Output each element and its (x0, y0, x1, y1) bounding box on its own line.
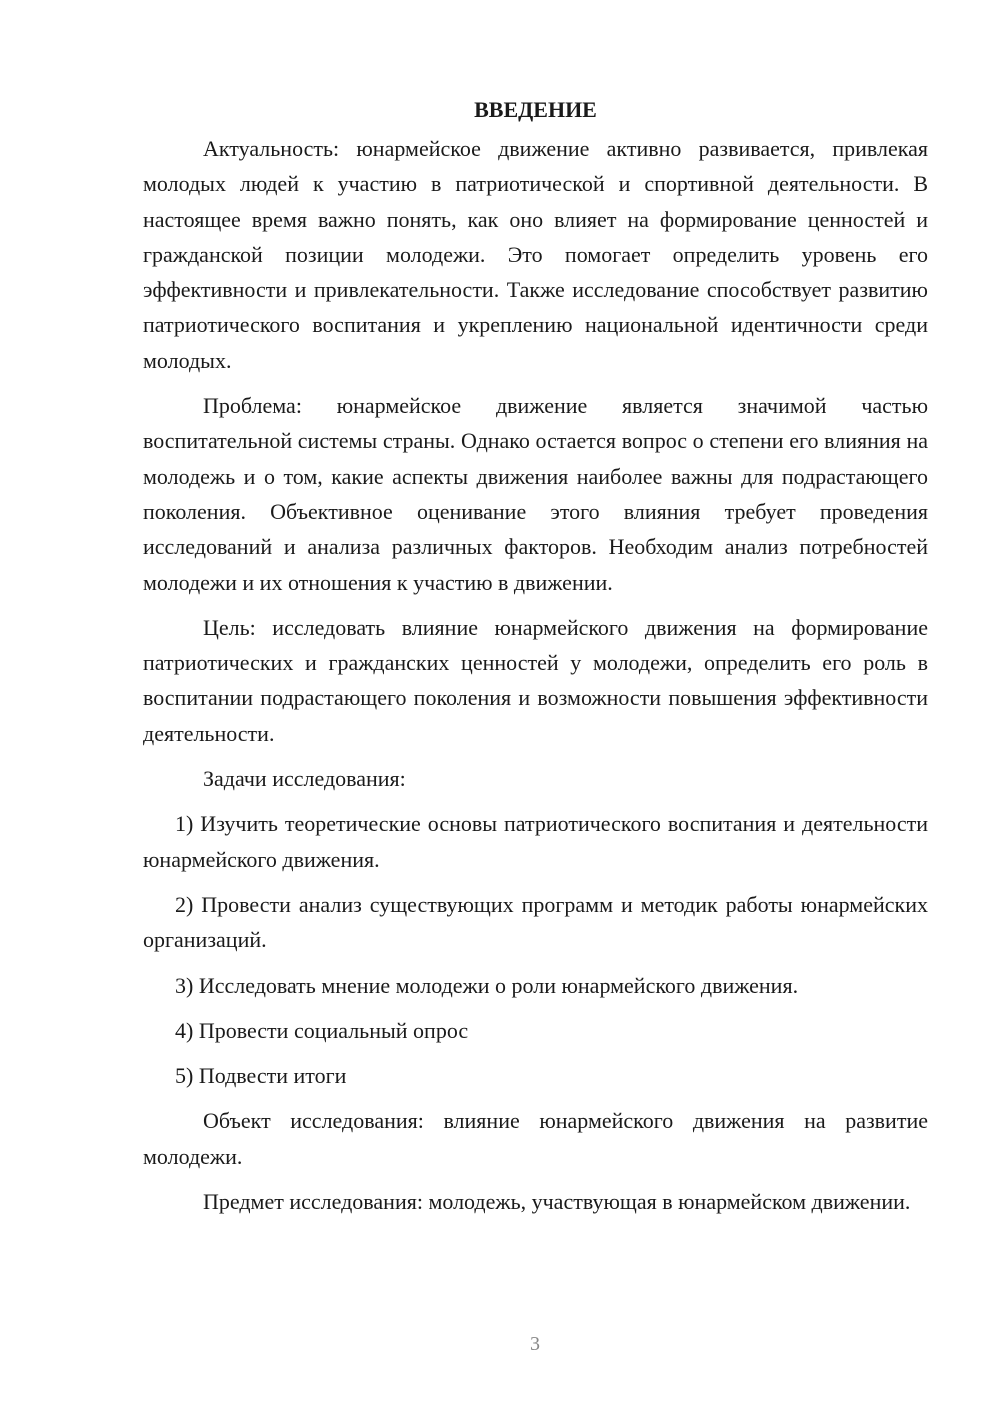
relevance-paragraph: Актуальность: юнармейское движение активно развивается, привлекая молодых людей к участию в патриотической и спортивной деятельности. В настоящее время важно понять, как оно влияет на формирование ценностей и гражданской позиции молодежи. Это помогает определить уровень его эффективности и привлекательности. Также исследование способствует развитию патриотического воспитания и укреплению национальной идентичности среди молодых. (143, 136, 928, 373)
problem-paragraph: Проблема: юнармейское движение является значимой частью воспитательной системы страны. Однако остается вопрос о степени его влияния на молодежь и о том, какие аспекты движения наиболее важны для подрастающего поколения. Объективное оценивание этого влияния требует проведения исследований и анализа различных факторов. Необходим анализ потребностей молодежи и их отношения к участию в движении. (143, 393, 928, 595)
task-item-1: 1) Изучить теоретические основы патриотического воспитания и деятельности юнармейского движения. (143, 811, 928, 872)
goal-paragraph: Цель: исследовать влияние юнармейского движения на формирование патриотических и гражданских ценностей у молодежи, определить его роль в воспитании подрастающего поколения и возможности повышения эффективности деятельности. (143, 614, 928, 746)
task-item-4: 4) Провести социальный опрос (175, 1017, 469, 1043)
task-item-3: 3) Исследовать мнение молодежи о роли юнармейского движения. (175, 972, 799, 998)
task-item-5: 5) Подвести итоги (175, 1063, 347, 1089)
tasks-heading: Задачи исследования: (203, 766, 406, 792)
document-page (143, 92, 928, 1229)
section-title: ВВЕДЕНИЕ (474, 97, 597, 122)
page-number: 3 (530, 1333, 540, 1355)
task-item-2: 2) Провести анализ существующих программ и методик работы юнармейских организаций. (143, 891, 928, 953)
object-paragraph: Объект исследования: влияние юнармейского движения на развитие молодежи. (143, 1108, 928, 1169)
subject-paragraph: Предмет исследования: молодежь, участвующая в юнармейском движении. (203, 1189, 911, 1215)
